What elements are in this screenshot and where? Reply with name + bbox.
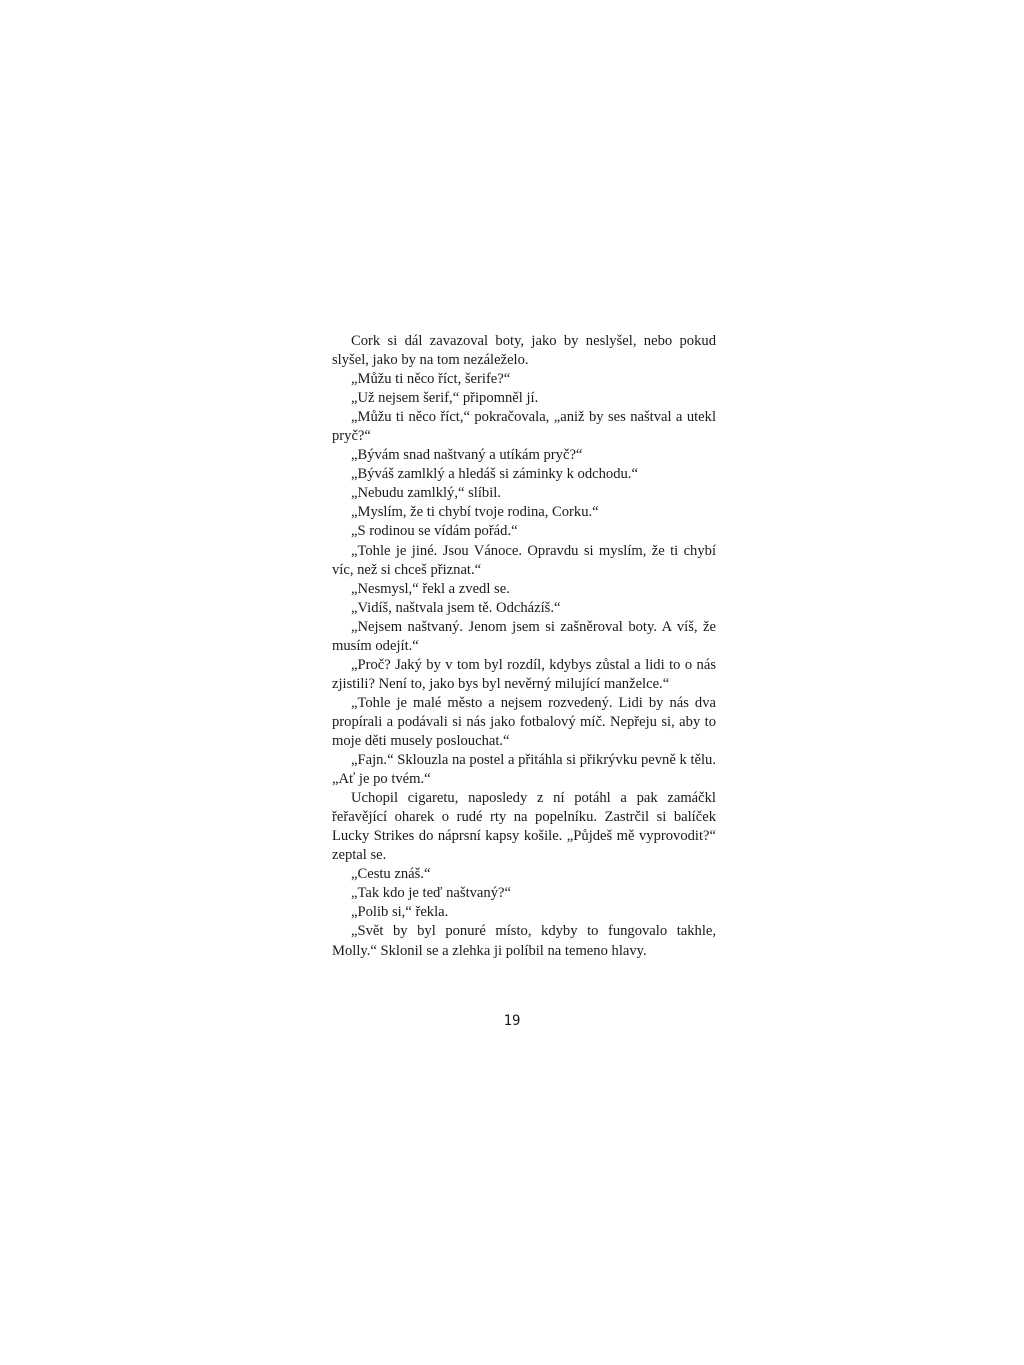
paragraph: „Můžu ti něco říct, šerife?“ <box>351 371 511 388</box>
paragraph: „Svět by byl ponuré místo, kdyby to fungovalo takhle, Molly.“ Sklonil se a zlehka ji políbil na temeno hlavy. <box>332 923 716 959</box>
paragraph: „Tak kdo je teď naštvaný?“ <box>351 885 511 902</box>
page-number: 19 <box>503 1013 521 1029</box>
paragraph: „Cestu znáš.“ <box>351 866 431 883</box>
paragraph: „Už nejsem šerif,“ připomněl jí. <box>351 390 539 407</box>
paragraph: „Bývám snad naštvaný a utíkám pryč?“ <box>351 447 583 464</box>
paragraph: „Tohle je jiné. Jsou Vánoce. Opravdu si myslím, že ti chybí víc, než si chceš přiznat.“ <box>332 542 716 578</box>
paragraph: Uchopil cigaretu, naposledy z ní potáhl a pak zamáčkl řeřavějící oharek o rudé rty na popelníku. Zastrčil si balíček Lucky Strikes do náprsní kapsy košile. „Půjdeš mě vyprovodit?“ zeptal se. <box>332 790 716 864</box>
paragraph: „Vidíš, naštvala jsem tě. Odcházíš.“ <box>351 599 561 616</box>
paragraph: „Myslím, že ti chybí tvoje rodina, Corku.“ <box>351 504 599 521</box>
paragraph: „Býváš zamlklý a hledáš si záminky k odchodu.“ <box>351 466 638 483</box>
paragraph: „Fajn.“ Sklouzla na postel a přitáhla si přikrývku pevně k tělu. „Ať je po tvém.“ <box>332 752 716 788</box>
paragraph: „S rodinou se vídám pořád.“ <box>351 523 518 540</box>
paragraph: „Proč? Jaký by v tom byl rozdíl, kdybys zůstal a lidi to o nás zjistili? Není to, jako bys byl nevěrný milující manželce.“ <box>332 656 716 692</box>
paragraph: „Nejsem naštvaný. Jenom jsem si zašněroval boty. A víš, že musím odejít.“ <box>332 618 716 654</box>
paragraph: „Tohle je malé město a nejsem rozvedený. Lidi by nás dva propírali a podávali si nás jako fotbalový míč. Nepřeju si, aby to moje děti musely poslouchat.“ <box>332 694 716 749</box>
paragraph: „Můžu ti něco říct,“ pokračovala, „aniž by ses naštval a utekl pryč?“ <box>332 409 716 445</box>
body-text <box>332 332 716 961</box>
paragraph: „Polib si,“ řekla. <box>351 904 449 921</box>
paragraph: Cork si dál zavazoval boty, jako by neslyšel, nebo pokud slyšel, jako by na tom nezáleželo. <box>332 333 716 369</box>
paragraph: „Nesmysl,“ řekl a zvedl se. <box>351 580 510 597</box>
paragraph: „Nebudu zamlklý,“ slíbil. <box>351 485 501 502</box>
